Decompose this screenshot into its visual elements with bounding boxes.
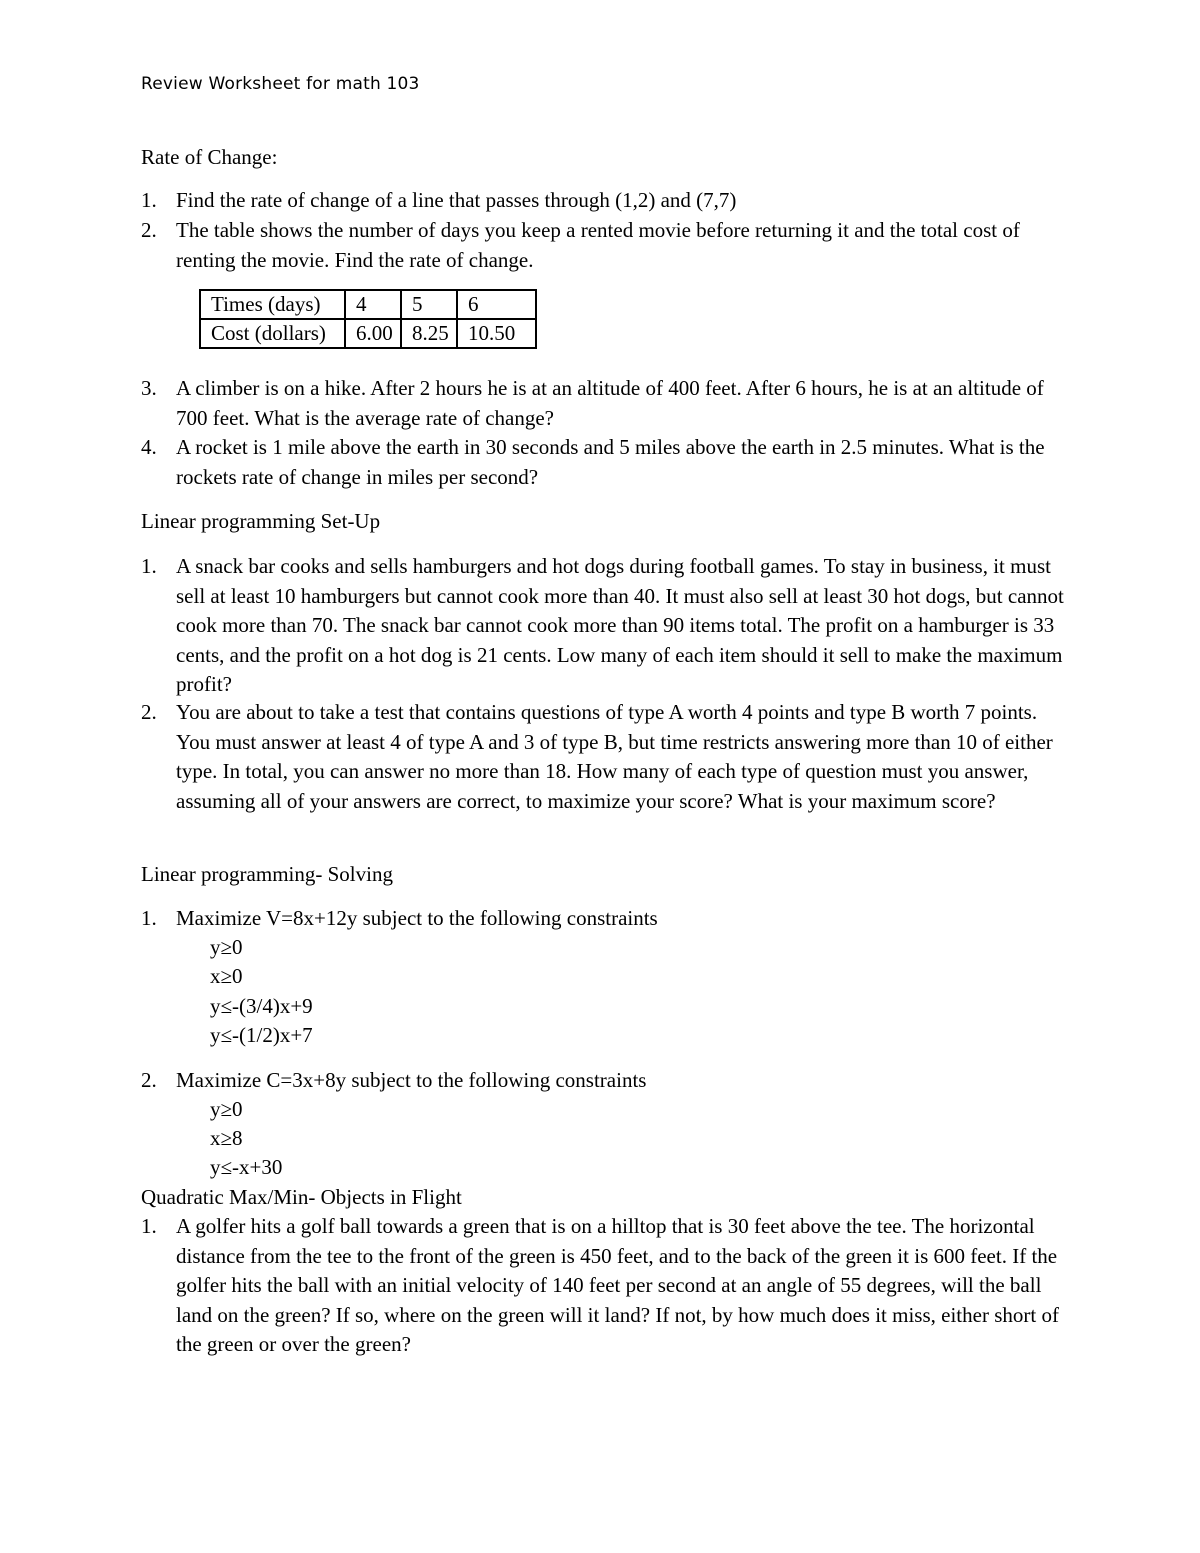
constraint: y≤-(3/4)x+9: [210, 994, 313, 1018]
list-item-text: You are about to take a test that contains questions of type A worth 4 points and type B worth 7 points. You must answer at least 4 of type A and 3 of type B, but time restricts answering more than 10 of either type. In total, you can answer no more than 18. How many of each type of question must you answer, assuming all of your answers are correct, to maximize your score? What is your maximum score?: [176, 700, 1053, 813]
list-item-text: A rocket is 1 mile above the earth in 30 seconds and 5 miles above the earth in 2.5 minutes. What is the rockets rate of change in miles per second?: [176, 435, 1045, 489]
list-item-number: 1.: [141, 188, 157, 212]
constraint: x≥0: [210, 964, 243, 988]
table-cell: 8.25: [401, 319, 457, 348]
list-item-text: A snack bar cooks and sells hamburgers and hot dogs during football games. To stay in business, it must sell at least 10 hamburgers but cannot cook more than 40. It must also sell at least 30 hot dogs, but cannot cook more than 70. The snack bar cannot cook more than 90 items total. The profit on a hamburger is 33 cents, and the profit on a hot dog is 21 cents. Low many of each item should it sell to make the maximum profit?: [176, 554, 1064, 696]
list-item-text: Maximize V=8x+12y subject to the following constraints: [176, 906, 658, 930]
section-heading-quadratic: Quadratic Max/Min- Objects in Flight: [141, 1185, 462, 1209]
list-item-text: The table shows the number of days you keep a rented movie before returning it and the total cost of renting the movie. Find the rate of change.: [176, 218, 1020, 272]
list-item: [141, 552, 1071, 700]
section-heading-rate-of-change: Rate of Change:: [141, 145, 278, 169]
list-item: [141, 186, 1071, 216]
list-item-number: 2.: [141, 700, 157, 724]
constraint: y≤-(1/2)x+7: [210, 1023, 313, 1047]
list-item-number: 1.: [141, 906, 157, 930]
list-item-number: 2.: [141, 1068, 157, 1092]
constraint: y≤-x+30: [210, 1155, 283, 1179]
table-cell: Times (days): [200, 290, 345, 319]
list-item: [141, 698, 1071, 816]
list-item-text: Find the rate of change of a line that passes through (1,2) and (7,7): [176, 188, 737, 212]
list-item-number: 3.: [141, 376, 157, 400]
constraint: x≥8: [210, 1126, 243, 1150]
list-item-text: A climber is on a hike. After 2 hours he is at an altitude of 400 feet. After 6 hours, he is at an altitude of 700 feet. What is the average rate of change?: [176, 376, 1044, 430]
list-item-text: A golfer hits a golf ball towards a green that is on a hilltop that is 30 feet above the tee. The horizontal distance from the tee to the front of the green is 450 feet, and to the back of the green it is 600 feet. If the golfer hits the ball with an initial velocity of 140 feet per second at an angle of 55 degrees, will the ball land on the green? If so, where on the green will it land? If not, by how much does it miss, either short of the green or over the green?: [176, 1214, 1059, 1356]
rental-cost-table: [199, 289, 537, 349]
table-cell: Cost (dollars): [200, 319, 345, 348]
list-item-number: 1.: [141, 554, 157, 578]
document-header-title: Review Worksheet for math 103: [141, 74, 420, 94]
table-row: [200, 319, 536, 348]
constraint: y≥0: [210, 1097, 243, 1121]
list-item: [141, 1066, 1071, 1096]
table-cell: 6.00: [345, 319, 401, 348]
list-item-number: 4.: [141, 435, 157, 459]
table-cell: 6: [457, 290, 536, 319]
list-item: [141, 1212, 1071, 1360]
table-row: [200, 290, 536, 319]
list-item: [141, 374, 1071, 433]
section-heading-lp-solving: Linear programming- Solving: [141, 862, 393, 886]
table-cell: 5: [401, 290, 457, 319]
list-item-text: Maximize C=3x+8y subject to the following constraints: [176, 1068, 647, 1092]
list-item-number: 2.: [141, 218, 157, 242]
section-heading-lp-setup: Linear programming Set-Up: [141, 509, 381, 533]
table-cell: 4: [345, 290, 401, 319]
list-item: [141, 216, 1071, 275]
list-item: [141, 433, 1071, 492]
list-item-number: 1.: [141, 1214, 157, 1238]
constraint: y≥0: [210, 935, 243, 959]
list-item: [141, 904, 1071, 934]
table-cell: 10.50: [457, 319, 536, 348]
